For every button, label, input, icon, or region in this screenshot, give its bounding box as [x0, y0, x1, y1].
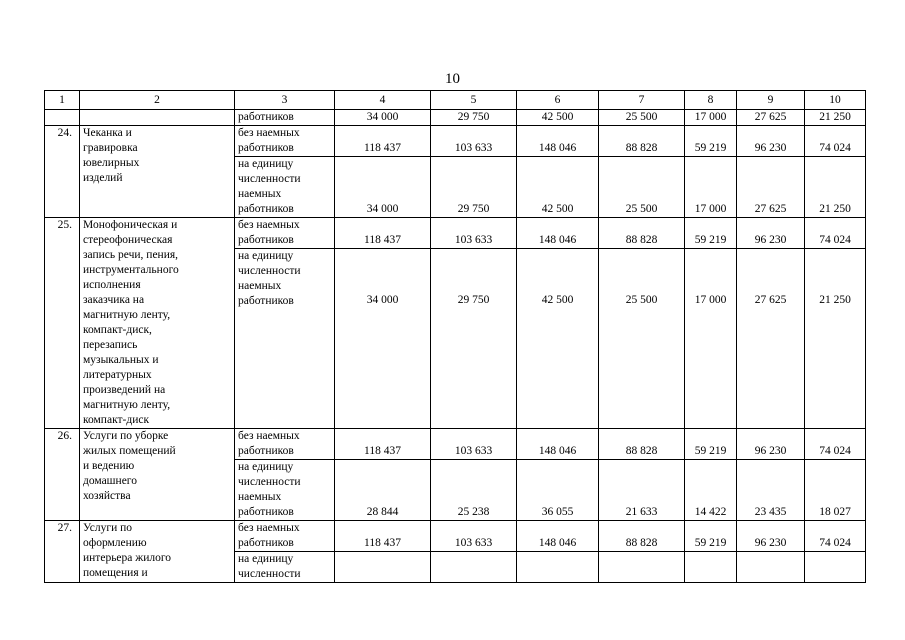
- text-line: произведений на: [83, 384, 166, 396]
- column-header: 2: [80, 91, 235, 110]
- text-line: на единицу: [238, 553, 294, 565]
- table-row: [45, 126, 866, 157]
- header-row: [45, 91, 866, 110]
- activity-cell: [80, 110, 235, 126]
- activity-cell: [80, 521, 235, 583]
- value-cell: 34 000: [335, 249, 431, 429]
- text-line: на единицу: [238, 158, 294, 170]
- category-cell: [235, 552, 335, 583]
- activity-cell: [80, 126, 235, 218]
- table-row: [45, 521, 866, 552]
- value-cell: 42 500: [517, 249, 599, 429]
- tax-rates-table: [44, 90, 866, 583]
- text-line: компакт-диск,: [83, 324, 152, 336]
- text-line: Услуги по: [83, 522, 133, 534]
- text-line: домашнего: [83, 475, 137, 487]
- text-line: наемных: [238, 491, 282, 503]
- text-line: работников: [238, 445, 294, 457]
- text-line: гравировка: [83, 142, 138, 154]
- text-line: без наемных: [238, 522, 300, 534]
- text-line: без наемных: [238, 127, 300, 139]
- text-line: стереофоническая: [83, 234, 173, 246]
- column-header: 4: [335, 91, 431, 110]
- text-line: на единицу: [238, 250, 294, 263]
- activity-cell: [80, 429, 235, 521]
- value-cell: 25 500: [599, 157, 685, 218]
- value-cell: 103 633: [431, 126, 517, 157]
- value-cell: 21 250: [805, 110, 866, 126]
- text-line: хозяйства: [83, 490, 131, 502]
- activity-cell: [80, 218, 235, 429]
- value-cell: 74 024: [805, 521, 866, 552]
- value-cell: 17 000: [685, 110, 737, 126]
- value-cell: [431, 552, 517, 583]
- value-cell: 42 500: [517, 157, 599, 218]
- value-cell: 59 219: [685, 429, 737, 460]
- value-cell: [685, 552, 737, 583]
- column-header: 6: [517, 91, 599, 110]
- category-cell: [235, 157, 335, 218]
- value-cell: 21 250: [805, 249, 866, 429]
- value-cell: 88 828: [599, 429, 685, 460]
- row-number-cell: [45, 110, 80, 126]
- text-line: численности: [238, 173, 301, 185]
- value-cell: 42 500: [517, 110, 599, 126]
- text-line: работников: [238, 234, 294, 246]
- value-cell: 18 027: [805, 460, 866, 521]
- value-cell: [805, 552, 866, 583]
- text-line: компакт-диск: [83, 414, 150, 426]
- value-cell: 74 024: [805, 429, 866, 460]
- value-cell: 96 230: [737, 218, 805, 249]
- value-cell: 14 422: [685, 460, 737, 521]
- category-cell: [235, 521, 335, 552]
- value-cell: 17 000: [685, 249, 737, 429]
- value-cell: 118 437: [335, 126, 431, 157]
- text-line: Монофоническая и: [83, 219, 178, 231]
- value-cell: 96 230: [737, 126, 805, 157]
- value-cell: 103 633: [431, 521, 517, 552]
- category-cell: [235, 249, 335, 429]
- table-row: [45, 429, 866, 460]
- text-line: наемных: [238, 188, 282, 200]
- text-line: перезапись: [83, 339, 138, 351]
- text-line: и ведению: [83, 460, 135, 472]
- value-cell: 29 750: [431, 249, 517, 429]
- value-cell: 88 828: [599, 126, 685, 157]
- value-cell: 103 633: [431, 429, 517, 460]
- text-line: Чеканка и: [83, 127, 132, 139]
- value-cell: [599, 552, 685, 583]
- value-cell: 21 250: [805, 157, 866, 218]
- text-line: работников: [238, 506, 294, 518]
- value-cell: 34 000: [335, 157, 431, 218]
- row-number-cell: 24.: [45, 126, 80, 218]
- text-line: запись речи, пения,: [83, 249, 179, 261]
- text-line: численности: [238, 568, 301, 580]
- value-cell: 29 750: [431, 110, 517, 126]
- text-line: исполнения: [83, 279, 141, 291]
- category-cell: [235, 460, 335, 521]
- column-header: 8: [685, 91, 737, 110]
- category-cell: работников: [235, 110, 335, 126]
- text-line: наемных: [238, 280, 282, 293]
- text-line: численности: [238, 265, 301, 278]
- value-cell: 148 046: [517, 126, 599, 157]
- text-line: заказчика на: [83, 294, 145, 306]
- value-cell: 59 219: [685, 218, 737, 249]
- row-number-cell: 27.: [45, 521, 80, 583]
- value-cell: 103 633: [431, 218, 517, 249]
- text-line: магнитную ленту,: [83, 399, 171, 411]
- value-cell: 36 055: [517, 460, 599, 521]
- text-line: численности: [238, 476, 301, 488]
- value-cell: 28 844: [335, 460, 431, 521]
- value-cell: 74 024: [805, 126, 866, 157]
- category-cell: [235, 218, 335, 249]
- value-cell: 25 500: [599, 249, 685, 429]
- value-cell: 96 230: [737, 521, 805, 552]
- category-cell: [235, 429, 335, 460]
- text-line: музыкальных и: [83, 354, 159, 366]
- column-header: 9: [737, 91, 805, 110]
- value-cell: 96 230: [737, 429, 805, 460]
- value-cell: 148 046: [517, 521, 599, 552]
- row-number-cell: 25.: [45, 218, 80, 429]
- value-cell: 88 828: [599, 218, 685, 249]
- value-cell: 118 437: [335, 521, 431, 552]
- value-cell: 27 625: [737, 249, 805, 429]
- text-line: помещения и: [83, 567, 148, 579]
- value-cell: 148 046: [517, 218, 599, 249]
- value-cell: [517, 552, 599, 583]
- value-cell: 23 435: [737, 460, 805, 521]
- value-cell: 29 750: [431, 157, 517, 218]
- text-line: инструментального: [83, 264, 179, 276]
- text-line: Услуги по уборке: [83, 430, 169, 442]
- value-cell: 25 238: [431, 460, 517, 521]
- column-header: 7: [599, 91, 685, 110]
- value-cell: 21 633: [599, 460, 685, 521]
- value-cell: 88 828: [599, 521, 685, 552]
- text-line: жилых помещений: [83, 445, 176, 457]
- column-header: 5: [431, 91, 517, 110]
- value-cell: 34 000: [335, 110, 431, 126]
- value-cell: [335, 552, 431, 583]
- value-cell: 59 219: [685, 521, 737, 552]
- category-cell: [235, 126, 335, 157]
- row-number-cell: 26.: [45, 429, 80, 521]
- text-line: ювелирных: [83, 157, 140, 169]
- text-line: без наемных: [238, 430, 300, 442]
- value-cell: 27 625: [737, 110, 805, 126]
- value-cell: 148 046: [517, 429, 599, 460]
- value-cell: 27 625: [737, 157, 805, 218]
- text-line: литературных: [83, 369, 152, 381]
- column-header: 10: [805, 91, 866, 110]
- value-cell: 118 437: [335, 218, 431, 249]
- column-header: 3: [235, 91, 335, 110]
- carry-over-row: [45, 110, 866, 126]
- value-cell: 25 500: [599, 110, 685, 126]
- text-line: работников: [238, 203, 294, 215]
- value-cell: 59 219: [685, 126, 737, 157]
- text-line: на единицу: [238, 461, 294, 473]
- text-line: интерьера жилого: [83, 552, 172, 564]
- text-line: работников: [238, 142, 294, 154]
- value-cell: 74 024: [805, 218, 866, 249]
- text-line: работников: [238, 295, 294, 308]
- value-cell: 17 000: [685, 157, 737, 218]
- page-number: 10: [445, 71, 460, 87]
- table-row: [45, 218, 866, 249]
- value-cell: 118 437: [335, 429, 431, 460]
- text-line: магнитную ленту,: [83, 309, 171, 321]
- text-line: без наемных: [238, 219, 300, 231]
- column-header: 1: [45, 91, 80, 110]
- text-line: работников: [238, 537, 294, 549]
- text-line: оформлению: [83, 537, 147, 549]
- text-line: изделий: [83, 172, 123, 184]
- value-cell: [737, 552, 805, 583]
